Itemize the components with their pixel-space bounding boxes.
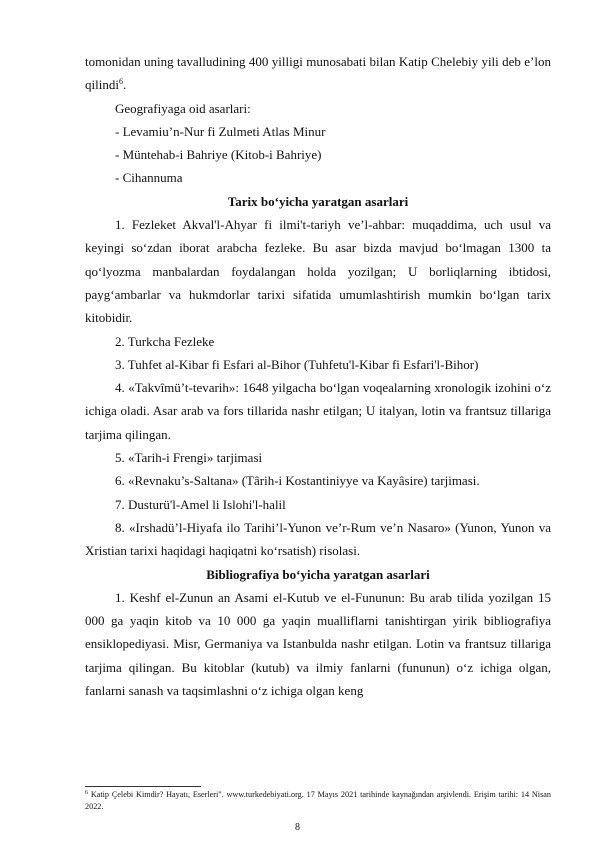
geography-item: - Müntehab-i Bahriye (Kitob-i Bahriye)	[115, 147, 322, 163]
history-item: 3. Tuhfet al-Kibar fi Esfari al-Bihor (Tuhfetu'l-Kibar fi Esfari'l-Bihor)	[115, 356, 479, 372]
intro-end: .	[122, 77, 127, 93]
geography-item: - Levamiu’n-Nur fi Zulmeti Atlas Minur	[115, 123, 326, 139]
footnote	[85, 789, 551, 813]
intro-paragraph	[85, 50, 551, 97]
history-item: 6. «Revnaku’s-Saltana» (Târih-i Kostantiniyye va Kayâsire) tarjimasi.	[115, 473, 480, 489]
geography-item: - Cihannuma	[115, 170, 183, 186]
intro-text: tomonidan uning tavalludining 400 yilligi munosabati bilan Katip Chelebiy yili deb e’lon qilindi	[85, 54, 551, 93]
history-item: 7. Dusturü'l-Amel li Islohi'l-halil	[115, 496, 286, 512]
footnote-text: Katip Çelebi Kimdir? Hayatı, Eserleri". www.turkedebiyati.org. 17 Mayıs 2021 tarihinde kaynağından arşivlendi. Erişim tarihi: 14 Nisan 2022.	[85, 790, 551, 811]
bibliography-heading: Bibliografiya bo‘yicha yaratgan asarlari	[206, 566, 430, 582]
footnote-divider	[85, 786, 201, 787]
history-item: 2. Turkcha Fezleke	[115, 333, 215, 349]
footnote-number: 6	[85, 790, 88, 796]
geography-title: Geografiyaga oid asarlari:	[115, 100, 251, 116]
footnote-reference[interactable]: 6	[118, 77, 123, 87]
history-item: 1. Fezleket Akval'l-Ahyar fi ilmi't-tariyh ve’l-ahbar: muqaddima, uch usul va keyingi so‘zdan iborat arabcha fezleke. Bu asar bizda mavjud bo‘lmagan 1300 ta qo‘lyozma manbalardan foydalangan holda yozilgan; U borliqlarning ibtidosi, payg‘ambarlar va hukmdorlar tarixi sifatida umumlashtirish mumkin bo‘lgan tarix kitobidir.	[85, 217, 551, 326]
history-heading: Tarix bo‘yicha yaratgan asarlari	[227, 193, 409, 209]
history-item: 4. «Takvîmü’t-tevarih»: 1648 yilgacha bo‘lgan voqealarning xronologik izohini o‘z ichiga oladi. Asar arab va fors tillarida nashr etilgan; U italyan, lotin va frantsuz tillariga tarjima qilingan.	[85, 380, 551, 442]
history-item: 8. «Irshadü’l-Hiyafa ilo Tarihi’l-Yunon ve’r-Rum ve’n Nasaro» (Yunon, Yunon va Xristian tarixi haqidagi haqiqatni ko‘rsatish) risolasi.	[85, 519, 551, 559]
page-number: 8	[295, 822, 300, 833]
history-item: 5. «Tarih-i Frengi» tarjimasi	[115, 450, 263, 466]
bibliography-item: 1. Keshf el-Zunun an Asami el-Kutub ve el-Fununun: Bu arab tilida yozilgan 15 000 ga yaqin kitob va 10 000 ga yaqin mualliflarni tanishtirgan yirik bibliografiya ensiklopediyasi. Misr, Germaniya va Istanbulda nashr etilgan. Lotin va frantsuz tillariga tarjima qilingan. Bu kitoblar (kutub) va ilmiy fanlarni (fununun) o‘z ichiga olgan, fanlarni sanash va taqsimlashni o‘z ichiga olgan keng	[85, 589, 551, 699]
page-body	[85, 50, 551, 702]
